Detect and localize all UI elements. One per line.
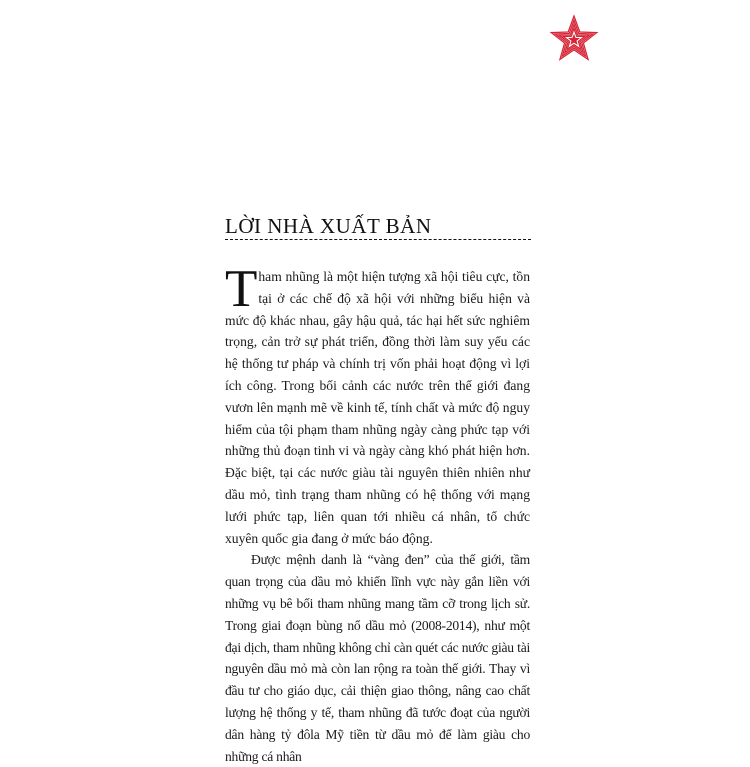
drop-cap: T	[225, 260, 258, 318]
heading-dashed-rule	[225, 239, 531, 240]
paragraph-2-text: Được mệnh danh là “vàng đen” của thế giới, tầm quan trọng của dầu mỏ khiến lĩnh vực này gắn liền với những vụ bê bối tham nhũng mang tầm cỡ trong lịch sử. Trong giai đoạn bùng nổ dầu mỏ (2008-2014), như một đại dịch, tham nhũng không chỉ càn quét các nước giàu tài nguyên dầu mỏ mà còn lan rộng ra toàn thế giới. Thay vì đầu tư cho giáo dục, cải thiện giao thông, nâng cao chất lượng hệ thống y tế, tham nhũng đã tước đoạt của người dân hàng tỷ đôla Mỹ tiền từ dầu mỏ để làm giàu cho những cá nhân	[225, 552, 530, 764]
heading-block	[225, 214, 531, 240]
page-heading-text: LỜI NHÀ XUẤT BẢN	[225, 214, 432, 238]
page-heading	[225, 214, 531, 238]
paragraph-1	[225, 260, 530, 549]
paragraph-2	[225, 549, 530, 767]
paragraph-1-text: ham nhũng là một hiện tượng xã hội tiêu cực, tồn tại ở các chế độ xã hội với những biểu hiện và mức độ khác nhau, gây hậu quả, tác hại hết sức nghiêm trọng, cản trở sự phát triển, đồng thời làm suy yếu các hệ thống tư pháp và chính trị vốn phải hoạt động vì lợi ích công. Trong bối cảnh các nước trên thế giới đang vươn lên mạnh mẽ về kinh tế, tính chất và mức độ nguy hiểm của tội phạm tham nhũng ngày càng phức tạp với những thủ đoạn tinh vi và ngày càng khó phát hiện hơn. Đặc biệt, tại các nước giàu tài nguyên thiên nhiên như dầu mỏ, tình trạng tham nhũng có hệ thống với mạng lưới phức tạp, liên quan tới nhiều cá nhân, tổ chức xuyên quốc gia đang ở mức báo động.	[225, 269, 530, 546]
body-text	[225, 260, 530, 767]
publisher-star-logo-icon	[548, 14, 600, 66]
